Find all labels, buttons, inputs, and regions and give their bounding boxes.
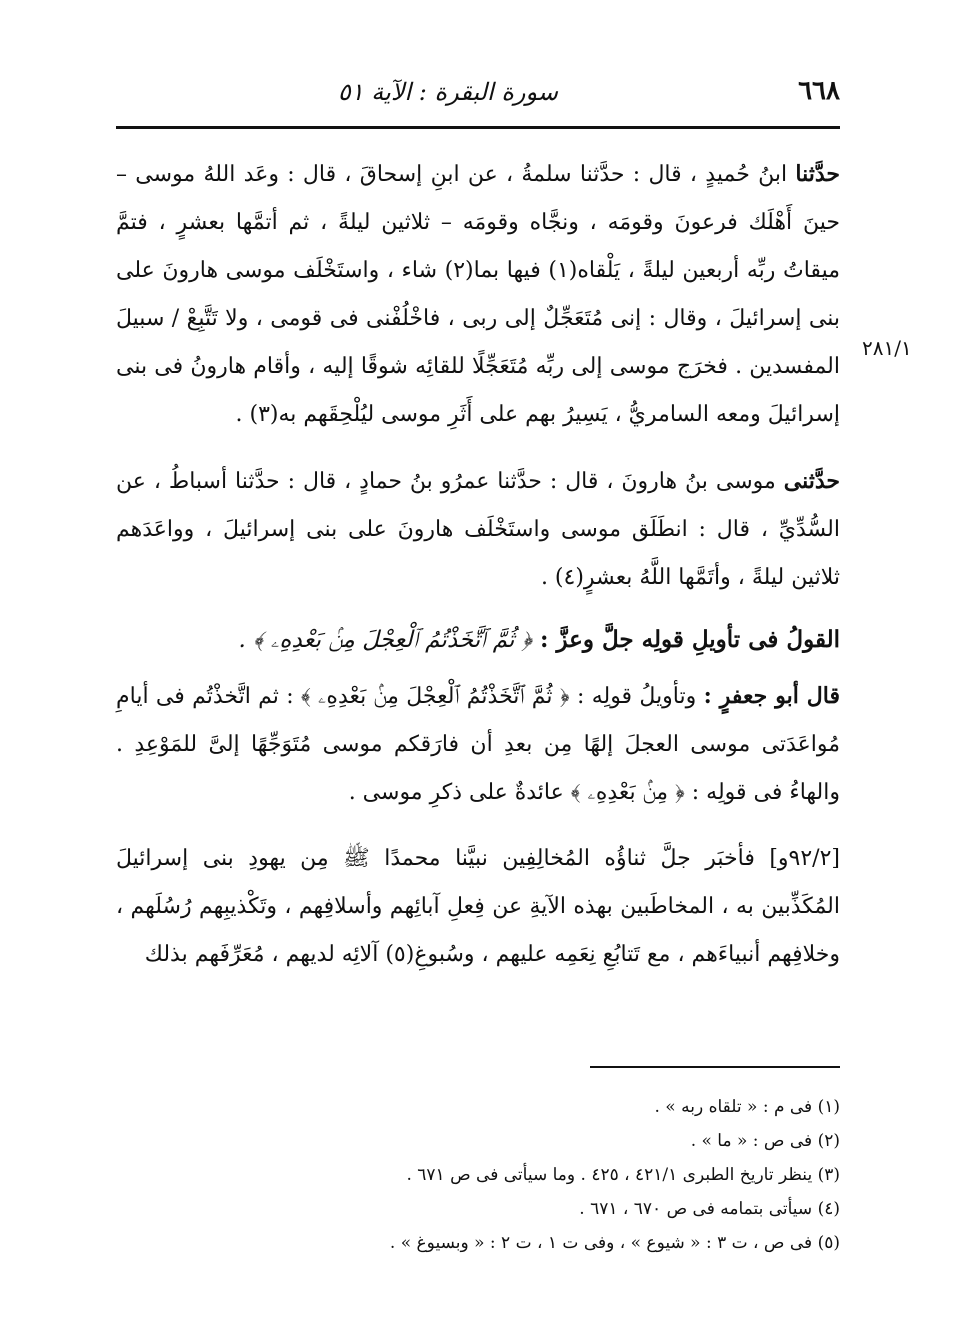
commentary-1 [116, 672, 840, 817]
footnotes [116, 1090, 840, 1260]
footnote-2: (٢) فى ص : « ما » . [690, 1131, 840, 1151]
header-rule [116, 126, 840, 129]
section-heading [116, 616, 840, 664]
page-number: ٦٦٨ [798, 76, 840, 106]
commentary-1-text: وتأويلُ قولِه : ﴿ ثُمَّ ٱتَّخَذْتُمُ ٱلْعِجْلَ مِنۢ بَعْدِهِۦ ﴾ : ثم اتَّخذْتُم فى أيامِ مُواعَدَتى موسى العجلَ إلهًا مِن بعدِ أن فارَقكم موسى مُتَوَجِّهًا إلىَّ للمَوْعِدِ . والهاءُ فى قولِه : ﴿ مِنۢ بَعْدِهِۦ ﴾ عائدةٌ على ذكرِ موسى . [116, 684, 840, 805]
margin-page-reference: ٢٨١/١ [862, 336, 912, 360]
paragraph-1 [116, 150, 840, 439]
footnote-4: (٤) سيأتى بتمامه فى ص ٦٧٠ ، ٦٧١ . [579, 1199, 840, 1219]
footnote-5: (٥) فى ص ، ت ٣ : « شيوع » ، وفى ت ١ ، ت ٢ : « وبسيوغ » . [389, 1233, 840, 1253]
paragraph-1-text: ابنُ حُميدٍ ، قال : حدَّثنا سلمةُ ، عن ابنِ إسحاقَ ، قال : وعَد اللهُ موسى – حينَ أَهْلَك فرعونَ وقومَه ، ونجَّاه وقومَه – ثلاثين ليلةً ، ثم أتمَّها بعشرٍ ، فتمَّ ميقاتُ ربِّه أربعين ليلةً ، يَلْقاه(١) فيها بما(٢) شاء ، واستَخْلَف موسى هارونَ على بنى إسرائيلَ ، وقال : إنى مُتَعَجِّلٌ إلى ربى ، فاخْلُفْنى فى قومى ، ولا تَتَّبِعْ / سبيلَ المفسدين . فخرَج موسى إلى ربِّه مُتَعَجِّلًا للقائِه شوقًا إليه ، وأقام هارونُ فى بنى إسرائيلَ ومعه السامريُّ ، يَسِيرُ بهم على أَثَرِ موسى ليُلْحِقَهم به(٣) . [116, 162, 840, 427]
commentary-1-lead: قال أبو جعفرٍ : [703, 683, 840, 709]
footnote-1: (١) فى م : « تلقاه ربه » . [654, 1097, 840, 1117]
commentary-2 [116, 835, 840, 979]
paragraph-1-lead: حدَّثنا [795, 161, 840, 187]
paragraph-2-lead: حدَّثنى [783, 468, 840, 494]
section-heading-lead: القولُ فى تأويلِ قولِه جلَّ وعزَّ : [539, 626, 840, 653]
running-title: سورة البقرة : الآية ٥١ [337, 78, 558, 106]
commentary-2-text: [٩٢/٢و] فأخبَر جلَّ ثناؤُه المُخالِفِين نبيَّنا محمدًا ﷺ مِن يهودِ بنى إسرائيلَ المُكَذِّبين به ، المخاطَبين بهذه الآيةِ عن فِعلِ آبائِهم وأسلافِهم ، وتَكْذيبِهم رُسُلَهم ، وخلافِهم أنبياءَهم ، مع تَتابُعِ نِعَمِه عليهم ، وسُبوغِ(٥) آلائِه لديهم ، مُعَرِّفَهم بذلك [116, 846, 840, 967]
paragraph-2-text: موسى بنُ هارونَ ، قال : حدَّثنا عمرُو بنُ حمادٍ ، قال : حدَّثنا أسباطُ ، عن السُّدِّيِّ ، قال : انطَلَق موسى واستَخْلَف هارونَ على بنى إسرائيلَ ، وواعَدَهم ثلاثين ليلةً ، وأتَمَّها اللَّهُ بعشرٍ(٤) . [116, 469, 840, 590]
footnote-rule [590, 1066, 840, 1068]
quran-verse: ﴿ ثُمَّ ٱتَّخَذْتُمُ ٱلْعِجْلَ مِنۢ بَعْدِهِۦ ﴾ . [238, 627, 532, 653]
main-text [116, 150, 840, 979]
page-header [116, 72, 840, 112]
footnote-3: (٣) ينظر تاريخ الطبرى ٤٢١/١ ، ٤٢٥ . وما سيأتى فى ص ٦٧١ . [406, 1165, 840, 1185]
paragraph-2 [116, 457, 840, 602]
